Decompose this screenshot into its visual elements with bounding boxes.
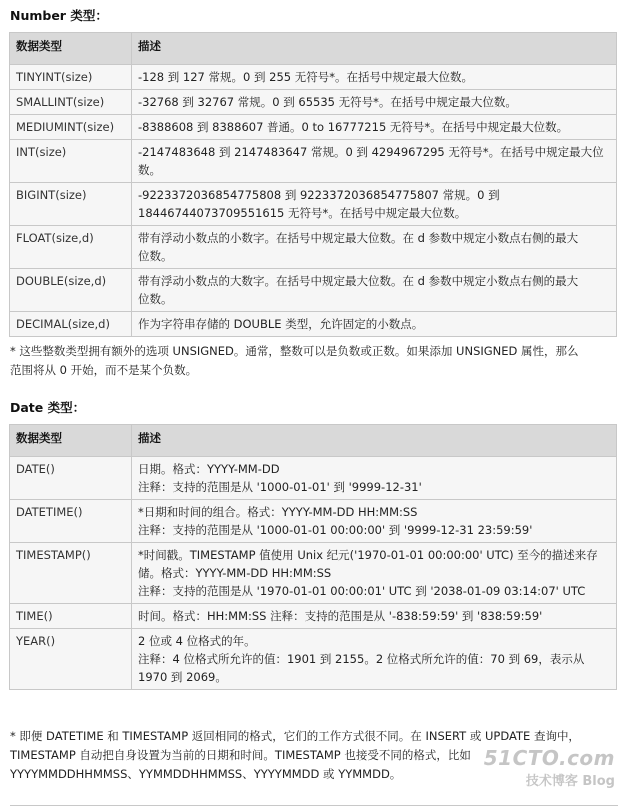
number-description-cell: [132, 226, 617, 269]
description-line: 位数。: [138, 292, 173, 306]
number-types-heading: Number 类型：: [10, 8, 108, 23]
description-line: 带有浮动小数点的大数字。在括号中规定最大位数。在 d 参数中规定小数点右侧的最大: [138, 274, 579, 288]
description-line: -2147483648 到 2147483647 常规。0 到 4294967295 无符号*。在括号中规定最大位: [138, 145, 604, 159]
description-line: 注释：支持的范围是从 '1000-01-01' 到 '9999-12-31': [138, 480, 422, 494]
description-line: -32768 到 32767 常规。0 到 65535 无符号*。在括号中规定最大位数。: [138, 95, 517, 109]
description-line: *时间戳。TIMESTAMP 值使用 Unix 纪元('1970-01-01 00:00:00' UTC) 至今的描述来存: [138, 548, 598, 562]
description-line: 带有浮动小数点的小数字。在括号中规定最大位数。在 d 参数中规定小数点右侧的最大: [138, 231, 579, 245]
description-line: 储。格式：YYYY-MM-DD HH:MM:SS: [138, 566, 332, 580]
footnote-line: TIMESTAMP 自动把自身设置为当前的日期和时间。TIMESTAMP 也接受不同的格式，比如: [10, 748, 471, 762]
table-row: [10, 90, 617, 115]
number-description-cell: [132, 269, 617, 312]
site-watermark: [484, 746, 615, 789]
date-type-cell: YEAR(): [10, 629, 132, 690]
date-description-cell: [132, 500, 617, 543]
date-description-cell: [132, 604, 617, 629]
description-line: 作为字符串存储的 DOUBLE 类型，允许固定的小数点。: [138, 317, 424, 331]
footnote-line: 范围将从 0 开始，而不是某个负数。: [10, 363, 198, 377]
date-type-cell: DATETIME(): [10, 500, 132, 543]
description-line: -9223372036854775808 到 9223372036854775807 常规。0 到: [138, 188, 500, 202]
column-header-type: 数据类型: [10, 425, 132, 457]
table-row: [10, 312, 617, 337]
description-line: 数。: [138, 163, 161, 177]
number-type-cell: MEDIUMINT(size): [10, 115, 132, 140]
number-description-cell: [132, 312, 617, 337]
table-row: [10, 457, 617, 500]
number-type-cell: DECIMAL(size,d): [10, 312, 132, 337]
description-line: -8388608 到 8388607 普通。0 to 16777215 无符号*。在括号中规定最大位数。: [138, 120, 569, 134]
table-row: [10, 269, 617, 312]
number-description-cell: [132, 90, 617, 115]
number-description-cell: [132, 65, 617, 90]
footnote-line: * 即便 DATETIME 和 TIMESTAMP 返回相同的格式，它们的工作方式很不同。在 INSERT 或 UPDATE 查询中，: [10, 729, 580, 743]
table-header-row: [10, 33, 617, 65]
date-description-cell: [132, 629, 617, 690]
description-line: 注释：4 位格式所允许的值：1901 到 2155。2 位格式所允许的值：70 到 69，表示从: [138, 652, 585, 666]
number-type-cell: FLOAT(size,d): [10, 226, 132, 269]
number-type-cell: INT(size): [10, 140, 132, 183]
description-line: -128 到 127 常规。0 到 255 无符号*。在括号中规定最大位数。: [138, 70, 473, 84]
description-line: 注释：支持的范围是从 '1970-01-01 00:00:01' UTC 到 '2038-01-09 03:14:07' UTC: [138, 584, 586, 598]
table-row: [10, 226, 617, 269]
date-type-cell: TIME(): [10, 604, 132, 629]
number-description-cell: [132, 115, 617, 140]
number-description-cell: [132, 140, 617, 183]
table-row: [10, 183, 617, 226]
bottom-divider: [10, 805, 618, 806]
number-types-table: [9, 32, 617, 337]
date-type-cell: DATE(): [10, 457, 132, 500]
number-type-cell: DOUBLE(size,d): [10, 269, 132, 312]
description-line: 1970 到 2069。: [138, 670, 227, 684]
date-types-heading: Date 类型：: [10, 400, 86, 415]
number-types-footnote: [10, 342, 614, 380]
description-line: 时间。格式：HH:MM:SS 注释：支持的范围是从 '-838:59:59' 到 '838:59:59': [138, 609, 543, 623]
number-type-cell: SMALLINT(size): [10, 90, 132, 115]
date-description-cell: [132, 457, 617, 500]
watermark-site: 51CTO.com: [483, 746, 615, 770]
column-header-type: 数据类型: [10, 33, 132, 65]
number-description-cell: [132, 183, 617, 226]
description-line: *日期和时间的组合。格式：YYYY-MM-DD HH:MM:SS: [138, 505, 418, 519]
date-description-cell: [132, 543, 617, 604]
number-type-cell: TINYINT(size): [10, 65, 132, 90]
description-line: 2 位或 4 位格式的年。: [138, 634, 256, 648]
footnote-line: YYYYMMDDHHMMSS、YYMMDDHHMMSS、YYYYMMDD 或 YYMMDD。: [10, 767, 402, 781]
table-header-row: [10, 425, 617, 457]
table-row: [10, 543, 617, 604]
watermark-subtitle: 技术博客 Blog: [525, 774, 615, 789]
column-header-description: 描述: [132, 425, 617, 457]
footnote-line: * 这些整数类型拥有额外的选项 UNSIGNED。通常，整数可以是负数或正数。如果添加 UNSIGNED 属性，那么: [10, 344, 579, 358]
description-line: 18446744073709551615 无符号*。在括号中规定最大位数。: [138, 206, 467, 220]
number-type-cell: BIGINT(size): [10, 183, 132, 226]
date-types-table: [9, 424, 617, 690]
date-type-cell: TIMESTAMP(): [10, 543, 132, 604]
description-line: 注释：支持的范围是从 '1000-01-01 00:00:00' 到 '9999-12-31 23:59:59': [138, 523, 533, 537]
column-header-description: 描述: [132, 33, 617, 65]
table-row: [10, 500, 617, 543]
table-row: [10, 140, 617, 183]
description-line: 日期。格式：YYYY-MM-DD: [138, 462, 280, 476]
table-row: [10, 629, 617, 690]
table-row: [10, 65, 617, 90]
table-row: [10, 604, 617, 629]
description-line: 位数。: [138, 249, 173, 263]
table-row: [10, 115, 617, 140]
